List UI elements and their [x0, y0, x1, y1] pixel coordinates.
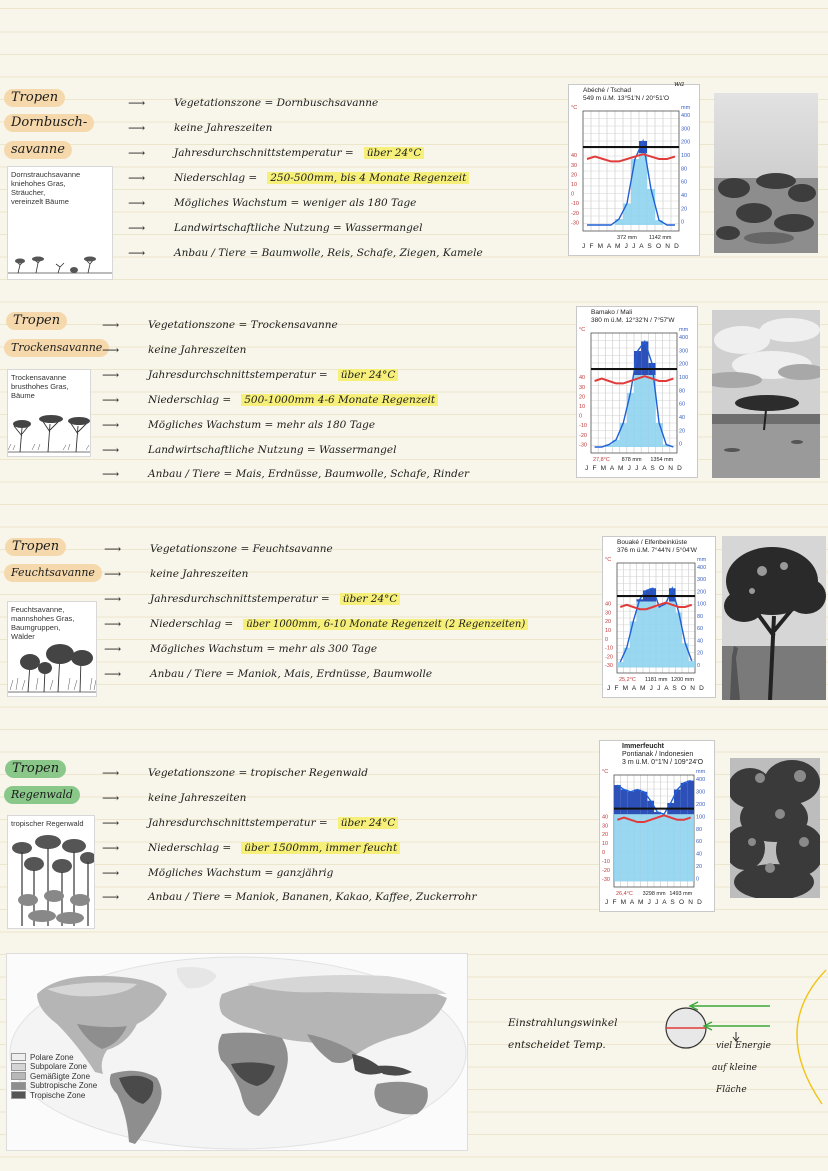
info-line: ⟶ Anbau / Tiere = Maniok, Mais, Erdnüsse, Baumwolle — [104, 667, 433, 681]
precip-tick: 400 — [679, 335, 689, 341]
temp-tick: -20 — [579, 432, 587, 439]
energy-note-3: Fläche — [716, 1085, 747, 1095]
info-line: ⟶ Mögliches Wachstum = mehr als 180 Tage — [102, 418, 376, 432]
precip-tick: 400 — [696, 777, 706, 783]
precip-tick: 400 — [681, 113, 691, 119]
legend-swatch — [11, 1072, 26, 1080]
precip-unit: mm — [681, 105, 691, 111]
precip-tick: 0 — [681, 219, 685, 226]
climate-value: 27,8°C — [593, 457, 610, 463]
info-line: ⟶ Niederschlag = 500-1000mm 4-6 Monate Regenzeit — [102, 393, 438, 407]
precip-unit: mm — [697, 557, 707, 563]
info-line: ⟶ Niederschlag = 250-500mm, bis 4 Monate Regenzeit — [128, 171, 469, 185]
info-line: ⟶ Niederschlag = über 1000mm, 6-10 Monate Regenzeit (2 Regenzeiten) — [104, 617, 528, 631]
zone-label: Tropen — [6, 312, 67, 330]
climate-station: Abéché / Tschad 549 m ü.M. 13°51'N / 20°51'O — [583, 87, 670, 102]
precip-tick: 20 — [679, 428, 686, 435]
landscape-photo — [722, 536, 826, 700]
climate-zones-map — [6, 953, 468, 1151]
precip-tick: 40 — [697, 638, 704, 645]
legend-item: Subpolare Zone — [11, 1062, 97, 1072]
info-line: ⟶ Vegetationszone = Dornbuschsavanne — [128, 96, 379, 110]
vegetation-type-label-2: savanne — [4, 141, 72, 159]
wet-savanna-illustration — [8, 640, 97, 696]
legend-item: Subtropische Zone — [11, 1081, 97, 1091]
precipitation-bar — [623, 203, 631, 225]
insolation-note: Einstrahlungswinkel entscheidet Temp. — [508, 1017, 618, 1051]
map-legend — [11, 1053, 97, 1101]
precipitation-bar — [656, 607, 663, 668]
vegetation-type-label: Regenwald — [4, 786, 80, 804]
legend-item: Tropische Zone — [11, 1091, 97, 1101]
precip-tick: 60 — [679, 401, 686, 408]
temp-tick: 30 — [579, 384, 586, 391]
precipitation-bar — [663, 604, 670, 668]
temp-tick: 0 — [605, 636, 609, 643]
zone-label: Tropen — [5, 760, 66, 778]
temp-unit: °C — [605, 557, 612, 563]
legend-swatch — [11, 1091, 26, 1099]
info-line: ⟶ keine Jahreszeiten — [104, 567, 249, 581]
dornbuschsavanne-photo — [714, 93, 818, 253]
landscape-photo — [730, 758, 820, 898]
precipitation-bar — [617, 662, 624, 668]
precipitation-excess-bar — [614, 785, 621, 814]
precip-unit: mm — [696, 769, 706, 775]
climate-value: 372 mm — [617, 235, 637, 241]
info-line: ⟶ Jahresdurchschnittstemperatur = über 24°C — [102, 816, 398, 830]
precipitation-bar — [631, 159, 639, 225]
climate-value: 878 mm — [621, 457, 642, 463]
climate-value: 1493 mm — [669, 891, 693, 897]
precip-tick: 200 — [696, 801, 706, 808]
legend-swatch — [11, 1063, 26, 1071]
precip-tick: 80 — [681, 166, 688, 173]
temp-tick: 30 — [571, 162, 578, 169]
corner-mark: wa — [674, 80, 685, 88]
precipitation-bar — [654, 812, 661, 881]
month-labels: J F M A M J J A S O N D — [581, 243, 681, 250]
precip-tick: 20 — [681, 206, 688, 213]
temp-tick: 0 — [602, 850, 606, 857]
landscape-photo — [712, 310, 820, 478]
precip-tick: 40 — [696, 851, 703, 858]
legend-item: Polare Zone — [11, 1053, 97, 1063]
precipitation-bar — [656, 423, 663, 447]
precipitation-bar — [647, 189, 655, 225]
temp-tick: -20 — [571, 210, 579, 217]
zone-label: Tropen — [5, 538, 66, 556]
legend-item: Gemäßigte Zone — [11, 1072, 97, 1082]
precip-tick: 60 — [681, 179, 688, 186]
info-line: ⟶ Mögliches Wachstum = mehr als 300 Tage — [104, 642, 378, 656]
precip-tick: 60 — [697, 626, 704, 633]
info-line: ⟶ Anbau / Tiere = Maniok, Bananen, Kakao, Kaffee, Zuckerrohr — [102, 890, 477, 904]
climate-station: Bouaké / Elfenbeinküste 376 m ü.M. 7°44'N / 5°04'W — [617, 539, 697, 554]
precipitation-bar — [648, 363, 655, 447]
energy-note: viel Energie — [716, 1041, 771, 1051]
zone-label: Tropen — [4, 89, 65, 107]
precip-tick: 80 — [696, 826, 703, 833]
precip-tick: 20 — [696, 864, 703, 871]
precip-tick: 40 — [679, 415, 686, 421]
temp-tick: 40 — [605, 601, 612, 608]
precip-tick: 100 — [681, 153, 691, 159]
temp-tick: 40 — [579, 375, 586, 382]
precip-tick: 100 — [679, 375, 689, 381]
temp-tick: 20 — [571, 172, 578, 179]
climate-diagram — [599, 740, 715, 912]
climate-value: 1354 mm — [650, 457, 674, 463]
temp-tick: -30 — [571, 220, 579, 227]
climate-chart — [577, 307, 697, 477]
temp-tick: -10 — [571, 201, 579, 208]
precipitation-bar — [667, 803, 674, 881]
vegetation-card — [7, 601, 97, 697]
info-line: ⟶ keine Jahreszeiten — [102, 791, 247, 805]
precip-tick: 300 — [681, 126, 691, 133]
temp-tick: 10 — [602, 841, 609, 848]
temp-tick: 0 — [579, 413, 583, 420]
vegetation-type-label: Dornbusch- — [4, 114, 94, 132]
month-labels: J F M A M J J A S O N D — [604, 899, 704, 906]
precip-tick: 0 — [679, 441, 683, 448]
precipitation-excess-bar — [627, 792, 634, 814]
dry-shrub-illustration — [8, 239, 113, 279]
precipitation-excess-bar — [647, 801, 654, 814]
climate-chart — [569, 85, 699, 255]
info-line: ⟶ Landwirtschaftliche Nutzung = Wassermangel — [102, 443, 397, 457]
temp-tick: 40 — [602, 814, 609, 821]
precipitation-bar — [643, 591, 650, 668]
temp-tick: -30 — [579, 442, 587, 449]
precip-tick: 300 — [697, 577, 707, 584]
temp-tick: 0 — [571, 191, 575, 198]
climate-chart — [603, 537, 715, 697]
precipitation-bar — [661, 814, 668, 881]
vegetation-card-text: Trockensavanne brusthohes Gras, Bäume — [11, 373, 69, 400]
precipitation-bar — [689, 661, 696, 668]
temp-unit: °C — [602, 769, 609, 775]
energy-note-2: auf kleine — [712, 1063, 758, 1073]
climate-value: 1181 mm — [645, 677, 668, 683]
trockensavanne-photo — [712, 310, 820, 478]
info-line: ⟶ Jahresdurchschnittstemperatur = über 24°C — [104, 592, 400, 606]
temp-tick: 10 — [571, 182, 578, 188]
climate-value: 26,4°C — [616, 891, 633, 897]
month-labels: J F M A M J J A S O N D — [606, 685, 706, 692]
info-line: ⟶ Anbau / Tiere = Mais, Erdnüsse, Baumwolle, Schafe, Rinder — [102, 467, 470, 481]
precip-tick: 100 — [696, 814, 706, 821]
precip-tick: 200 — [679, 361, 689, 368]
temp-tick: -20 — [602, 868, 610, 875]
vegetation-card-text: tropischer Regenwald — [11, 819, 84, 828]
precipitation-excess-bar — [621, 790, 628, 815]
temp-tick: -10 — [602, 859, 610, 866]
temp-tick: 40 — [571, 153, 578, 160]
precip-tick: 20 — [697, 650, 704, 657]
climate-value: 1142 mm — [649, 235, 672, 241]
climate-diagram — [576, 306, 698, 478]
precipitation-bar — [624, 648, 631, 668]
temp-tick: 30 — [602, 823, 609, 830]
info-line: ⟶ Vegetationszone = Feuchtsavanne — [104, 542, 333, 556]
temp-unit: °C — [571, 105, 578, 111]
vegetation-type-label: Feuchtsavanne — [4, 564, 102, 582]
vegetation-type-label: Trockensavanne — [4, 339, 109, 357]
info-line: ⟶ Jahresdurchschnittstemperatur = über 24°C — [128, 146, 424, 160]
precipitation-bar — [620, 423, 627, 447]
precip-tick: 300 — [696, 789, 706, 796]
temp-tick: 30 — [605, 610, 612, 617]
info-line: ⟶ Vegetationszone = tropischer Regenwald — [102, 766, 368, 780]
temp-tick: 10 — [605, 628, 612, 634]
temp-tick: -30 — [605, 663, 613, 670]
vegetation-card — [7, 815, 95, 929]
landscape-photo — [714, 93, 818, 253]
precip-tick: 100 — [697, 601, 707, 608]
info-line: ⟶ keine Jahreszeiten — [102, 343, 247, 357]
info-line: ⟶ Jahresdurchschnittstemperatur = über 24°C — [102, 368, 398, 382]
regenwald-photo — [730, 758, 820, 898]
climate-diagram — [568, 84, 700, 256]
climate-chart — [600, 741, 714, 911]
temp-tick: -10 — [579, 423, 587, 430]
precip-tick: 0 — [697, 662, 701, 669]
climate-value: 25,2°C — [619, 677, 636, 683]
precip-tick: 0 — [696, 876, 700, 883]
vegetation-card — [7, 369, 91, 457]
precip-tick: 60 — [696, 839, 703, 846]
precip-tick: 400 — [697, 565, 707, 571]
temp-unit: °C — [579, 327, 586, 333]
temp-tick: -20 — [605, 654, 613, 661]
precipitation-excess-bar — [634, 790, 641, 815]
precip-tick: 80 — [679, 388, 686, 395]
precip-tick: 40 — [681, 193, 688, 199]
info-line: ⟶ Landwirtschaftliche Nutzung = Wassermangel — [128, 221, 423, 235]
precipitation-bar — [615, 219, 623, 225]
info-line: ⟶ Mögliches Wachstum = weniger als 180 Tage — [128, 196, 417, 210]
precip-tick: 200 — [681, 139, 691, 146]
info-line: ⟶ Niederschlag = über 1500mm, immer feucht — [102, 841, 400, 855]
temp-tick: -30 — [602, 877, 610, 884]
temp-tick: 20 — [605, 619, 612, 626]
info-line: ⟶ Vegetationszone = Trockensavanne — [102, 318, 338, 332]
precipitation-bar — [682, 643, 689, 667]
climate-value: 1200 mm — [671, 677, 694, 683]
temp-tick: 20 — [579, 394, 586, 401]
info-line: ⟶ Anbau / Tiere = Baumwolle, Reis, Schafe, Ziegen, Kamele — [128, 246, 483, 260]
climate-station: Immerfeucht Pontianak / Indonesien 3 m ü.M. 0°1'N / 109°24'O — [622, 743, 704, 766]
precip-unit: mm — [679, 327, 689, 333]
climate-station: Bamako / Mali 380 m ü.M. 12°32'N / 7°57'W — [591, 309, 675, 324]
vegetation-card — [7, 166, 113, 280]
legend-swatch — [11, 1082, 26, 1090]
feuchtsavanne-photo — [722, 536, 826, 700]
dry-savanna-illustration — [8, 406, 91, 456]
legend-swatch — [11, 1053, 26, 1061]
vegetation-card-text: Dornstrauchsavanne kniehohes Gras, Sträucher, vereinzelt Bäume — [11, 170, 81, 206]
climate-value: 3298 mm — [642, 891, 666, 897]
vegetation-card-text: Feuchtsavanne, mannshohes Gras, Baumgruppen, Wälder — [11, 605, 75, 641]
info-line: ⟶ Mögliches Wachstum = ganzjährig — [102, 866, 334, 880]
info-line: ⟶ keine Jahreszeiten — [128, 121, 273, 135]
precip-tick: 80 — [697, 613, 704, 620]
climate-diagram — [602, 536, 716, 698]
month-labels: J F M A M J J A S O N D — [584, 465, 684, 472]
temp-tick: -10 — [605, 645, 613, 652]
precip-tick: 200 — [697, 589, 707, 596]
temp-tick: 10 — [579, 404, 586, 410]
rainforest-illustration — [8, 828, 95, 928]
precip-tick: 300 — [679, 348, 689, 355]
temp-tick: 20 — [602, 832, 609, 839]
